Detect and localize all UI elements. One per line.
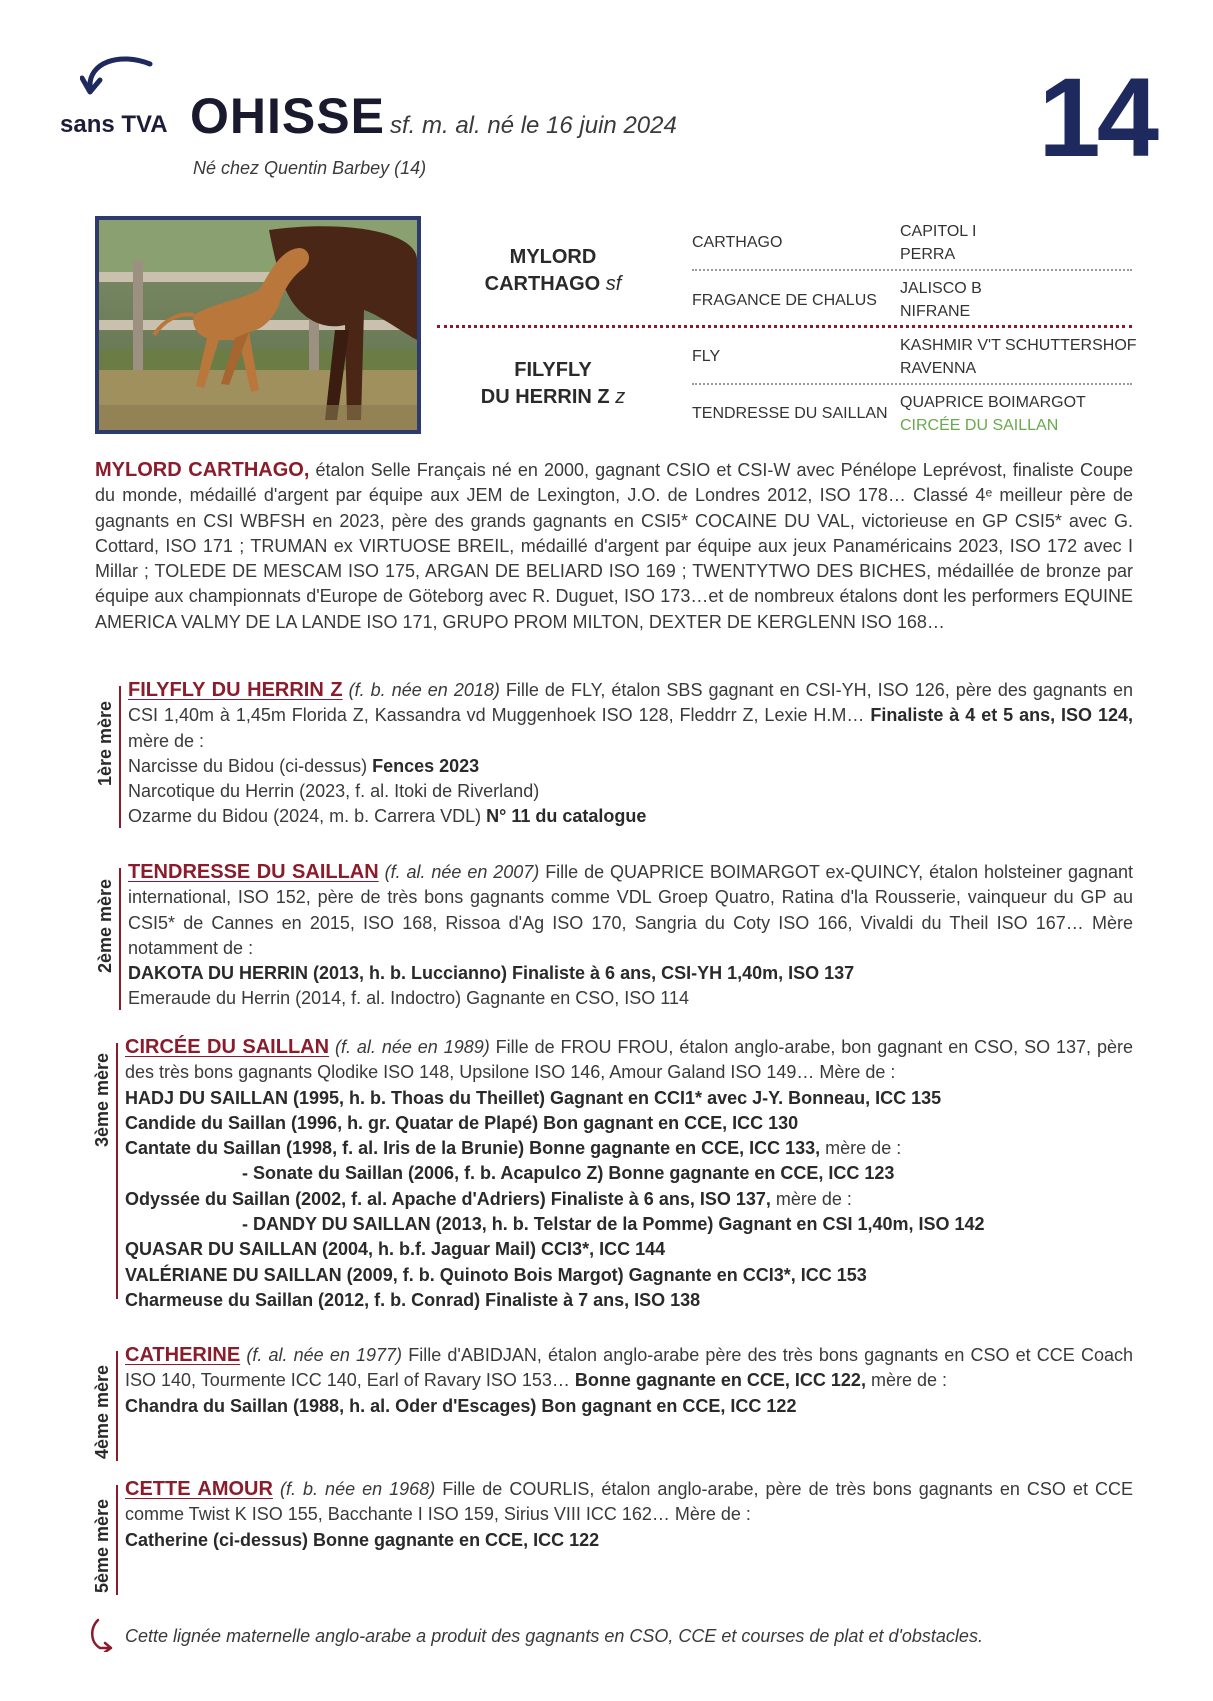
offspring-line [128, 986, 1133, 1011]
offspring-bold: Cantate du Saillan (1998, f. al. Iris de la Brunie) Bonne gagnante en CCE, ICC 133, [125, 1138, 821, 1159]
offspring-bold: QUASAR DU SAILLAN (2004, h. b.f. Jaguar Mail) CCI3*, ICC 144 [125, 1239, 666, 1260]
mare-section-5 [92, 1477, 1135, 1597]
offspring-bold: - Sonate du Saillan (2006, f. b. Acapulco Z) Bonne gagnante en CCE, ICC 123 [242, 1163, 895, 1184]
offspring-bold: Odyssée du Saillan (2002, f. al. Apache d'Adriers) Finaliste à 6 ans, ISO 137, [125, 1188, 771, 1209]
foal-photo [95, 216, 421, 434]
mare-text [125, 1035, 1133, 1313]
pedigree-great-grandparent: JALISCO B [900, 280, 982, 297]
mare-section-3 [92, 1035, 1135, 1310]
mare-description: Fille de FLY, étalon SBS gagnant en CSI-YH, ISO 126, père des gagnants en CSI 1,40m à 1,45m Florida Z, Kassandra vd Muggenhoek ISO 128, Fleddrr Z, Lexie H.M… [128, 680, 1133, 726]
offspring-plain: Narcisse du Bidou (ci-dessus) [128, 755, 373, 776]
mare-text [128, 860, 1133, 1012]
pedigree-dam-line1: FILYFLY [514, 359, 592, 381]
offspring-plain: Narcotique du Herrin (2023, f. al. Itoki de Riverland) [128, 781, 540, 802]
mare-details: (f. al. née en 1989) [334, 1037, 490, 1057]
pedigree-great-grandparent: KASHMIR V'T SCHUTTERSHOF [900, 337, 1137, 354]
mare-name: TENDRESSE DU SAILLAN [128, 861, 379, 883]
vat-label: sans TVA [60, 111, 168, 138]
pedigree-grandparent: FLY [692, 348, 721, 365]
footer-note: Cette lignée maternelle anglo-arabe a produit des gagnants en CSO, CCE et courses de plat et d'obstacles. [125, 1626, 983, 1646]
offspring-line [125, 1263, 1133, 1288]
offspring-line [125, 1086, 1133, 1111]
mare-name: CATHERINE [125, 1344, 241, 1366]
pedigree-sire [455, 244, 651, 298]
mare-name: CETTE AMOUR [125, 1478, 273, 1500]
offspring-line [128, 754, 1133, 779]
mare-achievement: Bonne gagnante en CCE, ICC 122, [574, 1370, 866, 1391]
return-arrow-icon [90, 1618, 114, 1652]
pedigree-sire-line1: MYLORD [509, 246, 597, 268]
pedigree-divider [692, 269, 1132, 271]
mare-text [125, 1477, 1133, 1553]
offspring-bold: N° 11 du catalogue [486, 806, 647, 827]
mare-achievement: Finaliste à 4 et 5 ans, ISO 124, [870, 705, 1134, 726]
mare-description: Fille de COURLIS, étalon anglo-arabe, père de très bons gagnants en CSO et CCE comme Twist K ISO 155, Bacchante I ISO 159, Sirius VIII ICC 162… Mère de : [125, 1479, 1133, 1525]
pedigree-grandparent: CARTHAGO [692, 234, 783, 251]
mare-label: 3ème mère [92, 1052, 112, 1147]
pedigree-grandparent: FRAGANCE DE CHALUS [692, 292, 877, 309]
mare-bar [116, 1043, 118, 1299]
offspring-line [125, 1136, 1133, 1161]
pedigree-dam-line2: DU HERRIN Z [480, 386, 610, 408]
offspring-line-indented [125, 1212, 1133, 1237]
mare-section-1 [95, 678, 1135, 830]
pedigree-great-grandparent-highlight: CIRCÉE DU SAILLAN [900, 417, 1059, 434]
offspring-line [125, 1528, 1133, 1553]
pedigree-great-grandparent: CAPITOL I [900, 223, 977, 240]
mare-bar [116, 1485, 118, 1595]
mare-tail: mère de : [128, 730, 205, 751]
offspring-bold: Fences 2023 [372, 755, 480, 776]
offspring-line [128, 961, 1133, 986]
offspring-line [125, 1288, 1133, 1313]
mare-name: FILYFLY DU HERRIN Z [128, 679, 343, 701]
offspring-line [125, 1394, 1133, 1419]
sire-description [95, 458, 1133, 635]
offspring-plain: Ozarme du Bidou (2024, m. b. Carrera VDL) [128, 806, 487, 827]
foal-photo-illustration [99, 220, 417, 430]
mare-label: 5ème mère [92, 1498, 112, 1593]
mare-description: Fille de QUAPRICE BOIMARGOT ex-QUINCY, étalon holsteiner gagnant international, ISO 152, père de très bons gagnants comme VDL Groep Quatro, Ratina d'la Rousserie, vainqueur du GP au CSI5* de Cannes en 2015, ISO 168, Rissoa d'Ag ISO 170, Sangria du Coty ISO 166, Vivaldi du Theil ISO 167… Mère notamment de : [128, 862, 1134, 958]
offspring-line [125, 1187, 1133, 1212]
offspring-line [128, 804, 1133, 829]
mare-section-4 [92, 1343, 1135, 1463]
offspring-bold: DAKOTA DU HERRIN (2013, h. b. Luccianno) Finaliste à 6 ans, CSI-YH 1,40m, ISO 137 [128, 963, 855, 984]
pedigree-dam [455, 357, 651, 411]
mare-bar [119, 686, 121, 828]
offspring-bold: HADJ DU SAILLAN (1995, h. b. Thoas du Theillet) Gagnant en CCI1* avec J-Y. Bonneau, ICC 135 [125, 1087, 942, 1108]
breeder: Né chez Quentin Barbey (14) [193, 158, 427, 178]
offspring-bold: VALÉRIANE DU SAILLAN (2009, f. b. Quinoto Bois Margot) Gagnante en CCI3*, ICC 153 [125, 1264, 867, 1285]
pedigree-sire-line2: CARTHAGO [484, 273, 601, 295]
pedigree-sire-suffix: sf [605, 273, 622, 295]
offspring-bold: Charmeuse du Saillan (2012, f. b. Conrad) Finaliste à 7 ans, ISO 138 [125, 1289, 701, 1310]
offspring-bold: Candide du Saillan (1996, h. gr. Quatar de Plapé) Bon gagnant en CCE, ICC 130 [125, 1112, 799, 1133]
mare-details: (f. al. née en 1977) [246, 1345, 403, 1365]
mare-label: 2ème mère [95, 878, 115, 973]
offspring-bold: - DANDY DU SAILLAN (2013, h. b. Telstar de la Pomme) Gagnant en CSI 1,40m, ISO 142 [242, 1214, 985, 1235]
pedigree-dam-suffix: z [615, 386, 626, 408]
sire-text: étalon Selle Français né en 2000, gagnant CSIO et CSI-W avec Pénélope Leprévost, finaliste Coupe du monde, médaillé d'argent par équipe aux JEM de Lexington, J.O. de Londres 2012, ISO 178… Classé 4ᵉ meilleur père de gagnants en CSI WBFSH en 2023, père des grands gagnants en CSI5* COCAINE DU VAL, victorieuse en GP CSI5* avec G. Cottard, ISO 171 ; TRUMAN ex VIRTUOSE BREIL, médaillé d'argent par équipe aux jeux Panaméricains 2023, ISO 172 avec I Millar ; TOLEDE DE MESCAM ISO 175, ARGAN DE BELIARD ISO 169 ; TWENTYTWO DES BICHES, médaillée de bronze par équipe aux championnats d'Europe de Göteborg avec R. Duguet, ISO 173…et de nombreux étalons dont les performers EQUINE AMERICA VALMY DE LA LANDE ISO 171, GRUPO PROM MILTON, DEXTER DE KERGLENN ISO 168… [95, 460, 1133, 632]
mare-description: Fille d'ABIDJAN, étalon anglo-arabe père des très bons gagnants en CSO et CCE Coach ISO 140, Tourmente ICC 140, Earl of Ravary ISO 153… [125, 1345, 1133, 1391]
horse-name: OHISSE [190, 88, 385, 144]
offspring-line [125, 1237, 1133, 1262]
curved-arrow-icon [80, 50, 170, 110]
offspring-line [125, 1111, 1133, 1136]
pedigree-great-grandparent: RAVENNA [900, 360, 977, 377]
sire-name: MYLORD CARTHAGO, [95, 459, 310, 481]
mare-text [128, 678, 1133, 830]
pedigree-great-grandparent: QUAPRICE BOIMARGOT [900, 394, 1086, 411]
pedigree-great-grandparent: NIFRANE [900, 303, 971, 320]
horse-details: sf. m. al. né le 16 juin 2024 [390, 112, 677, 139]
mare-label: 4ème mère [92, 1364, 112, 1459]
offspring-plain: mère de : [820, 1138, 902, 1159]
offspring-line-indented [125, 1161, 1133, 1186]
pedigree-grandparent: TENDRESSE DU SAILLAN [692, 405, 888, 422]
mare-details: (f. b. née en 2018) [348, 680, 500, 700]
mare-bar [119, 868, 121, 1010]
pedigree-great-grandparent: PERRA [900, 246, 956, 263]
offspring-plain: mère de : [770, 1188, 852, 1209]
pedigree-divider-main [437, 325, 1132, 328]
mare-text [125, 1343, 1133, 1419]
mare-section-2 [95, 860, 1135, 1012]
offspring-bold: Catherine (ci-dessus) Bonne gagnante en CCE, ICC 122 [125, 1529, 600, 1550]
mare-details: (f. b. née en 1968) [279, 1479, 436, 1499]
mare-tail: mère de : [865, 1370, 947, 1391]
mare-bar [116, 1351, 118, 1461]
lot-number: 14 [1038, 55, 1155, 180]
offspring-bold: Chandra du Saillan (1988, h. al. Oder d'Escages) Bon gagnant en CCE, ICC 122 [125, 1395, 797, 1416]
offspring-line [128, 779, 1133, 804]
mare-label: 1ère mère [95, 700, 115, 786]
mare-details: (f. al. née en 2007) [384, 862, 540, 882]
mare-name: CIRCÉE DU SAILLAN [125, 1036, 330, 1058]
offspring-plain: Emeraude du Herrin (2014, f. al. Indoctro) Gagnante en CSO, ISO 114 [128, 988, 689, 1009]
pedigree-divider [692, 383, 1132, 385]
mare-description: Fille de FROU FROU, étalon anglo-arabe, bon gagnant en CSO, SO 137, père des très bons gagnants Qlodike ISO 148, Upsilone ISO 146, Amour Galand ISO 149… Mère de : [125, 1037, 1133, 1083]
